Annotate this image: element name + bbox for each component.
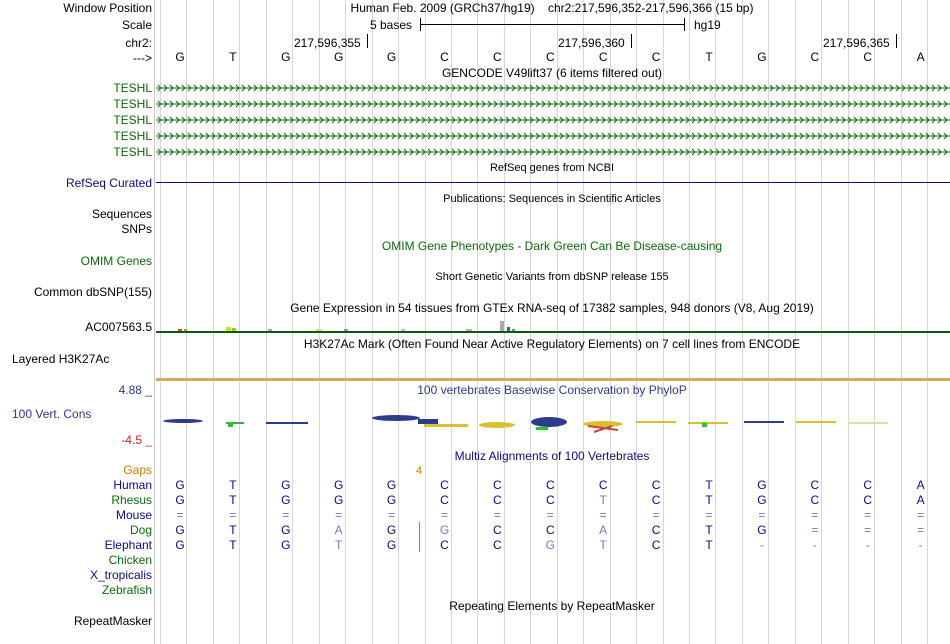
alignment-base: =	[599, 508, 607, 522]
alignment-base: =	[229, 508, 237, 522]
reference-base: C	[440, 50, 449, 64]
alignment-base: G	[175, 523, 185, 537]
gap-marker	[419, 522, 420, 552]
alignment-base: =	[335, 508, 343, 522]
species-label[interactable]: Rhesus	[111, 493, 152, 507]
alignment-base: -	[759, 538, 764, 552]
alignment-base: C	[440, 493, 449, 507]
species-label[interactable]: Human	[113, 478, 152, 492]
publications-track-label[interactable]: Sequences	[91, 207, 152, 221]
refseq-track-title: RefSeq genes from NCBI	[489, 162, 615, 174]
reference-base: G	[386, 50, 397, 64]
alignment-base: T	[229, 478, 237, 492]
species-label[interactable]: Dog	[129, 523, 152, 537]
alignment-base: G	[757, 493, 767, 507]
alignment-base: C	[810, 478, 820, 492]
alignment-base: T	[705, 523, 713, 537]
alignment-base: G	[281, 493, 291, 507]
alignment-base: G	[386, 523, 397, 537]
species-label[interactable]: Chicken	[108, 553, 152, 567]
alignment-base: G	[281, 538, 291, 552]
alignment-base: -	[918, 538, 923, 552]
species-label[interactable]: X_tropicalis	[89, 568, 152, 582]
alignment-base: C	[493, 523, 502, 537]
alignment-base: =	[758, 508, 766, 522]
alignment-base: G	[281, 478, 291, 492]
alignment-base: C	[651, 493, 661, 507]
dbsnp-track-label[interactable]: Common dbSNP(155)	[33, 285, 152, 299]
publications-track-title: Publications: Sequences in Scientific Articles	[443, 193, 661, 205]
alignment-base: C	[810, 493, 820, 507]
h3k27ac-signal[interactable]	[156, 378, 950, 381]
alignment-base: =	[652, 508, 660, 522]
alignment-base: T	[599, 538, 607, 552]
assembly-text: Human Feb. 2009 (GRCh37/hg19)	[350, 1, 535, 15]
alignment-base: C	[863, 493, 873, 507]
omim-track-title: OMIM Gene Phenotypes - Dark Green Can Be Disease-causing	[381, 239, 723, 253]
alignment-base: G	[439, 523, 450, 537]
alignment-base: G	[175, 493, 185, 507]
alignment-base: =	[388, 508, 396, 522]
reference-base: C	[651, 50, 661, 64]
alignment-base: C	[440, 538, 449, 552]
scale-label: Scale	[121, 18, 152, 32]
alignment-base: =	[176, 508, 184, 522]
gencode-item-label[interactable]: TESHL	[113, 113, 152, 127]
browser-image-panel[interactable]	[156, 0, 950, 644]
gaps-label: Gaps	[123, 463, 152, 477]
alignment-base: C	[863, 478, 873, 492]
alignment-base: A	[916, 478, 925, 492]
chrom-label: chr2:	[125, 36, 152, 50]
alignment-base: A	[916, 493, 925, 507]
phylop-min-label: -4.5 _	[121, 433, 152, 447]
alignment-base: T	[705, 538, 713, 552]
snps-label[interactable]: SNPs	[121, 222, 152, 236]
ruler-label: 217,596,360	[558, 36, 625, 50]
refseq-gene-line[interactable]	[156, 182, 950, 183]
alignment-base: =	[282, 508, 290, 522]
alignment-base: =	[440, 508, 449, 522]
alignment-base: T	[229, 538, 237, 552]
alignment-base: C	[651, 523, 661, 537]
alignment-base: C	[440, 478, 449, 492]
phylop-wiggle[interactable]	[156, 410, 950, 450]
alignment-base: =	[917, 508, 925, 522]
reference-base: G	[281, 50, 291, 64]
alignment-base: G	[757, 478, 767, 492]
alignment-base: -	[812, 538, 817, 552]
reference-base: C	[493, 50, 502, 64]
phylop-max-label: 4.88 _	[118, 383, 152, 397]
gtex-bars[interactable]	[156, 318, 950, 338]
alignment-base: T	[335, 538, 343, 552]
gencode-track[interactable]	[156, 80, 950, 160]
refseq-track-label[interactable]: RefSeq Curated	[65, 176, 152, 190]
alignment-base: A	[599, 523, 608, 537]
alignment-base: C	[493, 478, 502, 492]
ruler-label: 217,596,355	[294, 36, 361, 50]
alignment-base: G	[386, 538, 397, 552]
gencode-track-title: GENCODE V49lift37 (6 items filtered out)	[441, 66, 663, 80]
reference-base: G	[175, 50, 185, 64]
repeatmasker-track-label[interactable]: RepeatMasker	[73, 614, 152, 628]
omim-track-label[interactable]: OMIM Genes	[80, 254, 152, 268]
ruler-label: 217,596,365	[823, 36, 890, 50]
alignment-base: G	[545, 538, 555, 552]
reference-base: C	[863, 50, 873, 64]
alignment-base: =	[864, 508, 872, 522]
gencode-item-label[interactable]: TESHL	[113, 129, 152, 143]
alignment-base: G	[334, 493, 344, 507]
scale-text: 5 bases	[370, 18, 413, 32]
gap-count: 4	[415, 465, 423, 477]
reference-base: T	[229, 50, 237, 64]
alignment-base: C	[598, 478, 608, 492]
alignment-base: T	[705, 478, 713, 492]
species-label[interactable]: Mouse	[115, 508, 152, 522]
gtex-track-title: Gene Expression in 54 tissues from GTEx RNA-seq of 17382 samples, 948 donors (V8, Aug 2019)	[290, 301, 814, 315]
species-label[interactable]: Zebrafish	[101, 583, 152, 597]
position-header	[351, 1, 754, 15]
alignment-base: G	[386, 493, 397, 507]
gencode-item-label[interactable]: TESHL	[113, 81, 152, 95]
alignment-base: T	[705, 493, 713, 507]
reference-base: C	[598, 50, 608, 64]
gencode-item-label[interactable]: TESHL	[113, 145, 152, 159]
alignment-base: T	[229, 493, 237, 507]
alignment-base: G	[281, 523, 291, 537]
alignment-base: C	[545, 478, 555, 492]
alignment-base: T	[599, 493, 607, 507]
species-label[interactable]: Elephant	[104, 538, 152, 552]
reference-base: T	[705, 50, 713, 64]
alignment-base: G	[386, 478, 397, 492]
alignment-base: =	[811, 523, 819, 537]
alignment-base: G	[175, 538, 185, 552]
alignment-base: C	[493, 493, 502, 507]
alignment-base: =	[917, 523, 925, 537]
alignment-base: G	[334, 478, 344, 492]
alignment-base: G	[175, 478, 185, 492]
alignment-base: =	[705, 508, 713, 522]
alignment-base: G	[757, 523, 767, 537]
alignment-base: =	[864, 523, 872, 537]
reference-base: A	[916, 50, 925, 64]
reference-base: G	[334, 50, 344, 64]
alignment-base: C	[545, 523, 555, 537]
alignment-base: -	[865, 538, 870, 552]
repeatmasker-track-title: Repeating Elements by RepeatMasker	[449, 599, 655, 613]
alignment-base: C	[651, 478, 661, 492]
scale-db: hg19	[694, 18, 721, 32]
alignment-base: T	[229, 523, 237, 537]
alignment-base: =	[811, 508, 819, 522]
h3k27ac-track-label[interactable]: Layered H3K27Ac	[12, 352, 110, 366]
phylop-track-label[interactable]: 100 Vert. Cons	[12, 407, 92, 421]
gencode-item-label[interactable]: TESHL	[113, 97, 152, 111]
h3k27ac-track-title: H3K27Ac Mark (Often Found Near Active Regulatory Elements) on 7 cell lines from ENCODE	[303, 337, 801, 351]
track-label-column	[0, 0, 155, 644]
alignment-base: C	[651, 538, 661, 552]
position-text: chr2:217,596,352-217,596,366 (15 bp)	[547, 1, 754, 15]
alignment-base: =	[493, 508, 501, 522]
reference-base: G	[757, 50, 767, 64]
alignment-base: C	[545, 493, 555, 507]
reference-base: C	[810, 50, 820, 64]
window-position-label: Window Position	[63, 1, 152, 15]
alignment-base: =	[546, 508, 554, 522]
gtex-track-label[interactable]: AC007563.5	[85, 320, 152, 334]
alignment-base: C	[493, 538, 502, 552]
reference-base: C	[545, 50, 555, 64]
phylop-track-title: 100 vertebrates Basewise Conservation by PhyloP	[417, 383, 687, 397]
alignment-base: A	[334, 523, 343, 537]
strand-label: --->	[133, 51, 152, 65]
multiz-track-title: Multiz Alignments of 100 Vertebrates	[454, 449, 650, 463]
dbsnp-track-title: Short Genetic Variants from dbSNP release 155	[435, 271, 669, 283]
